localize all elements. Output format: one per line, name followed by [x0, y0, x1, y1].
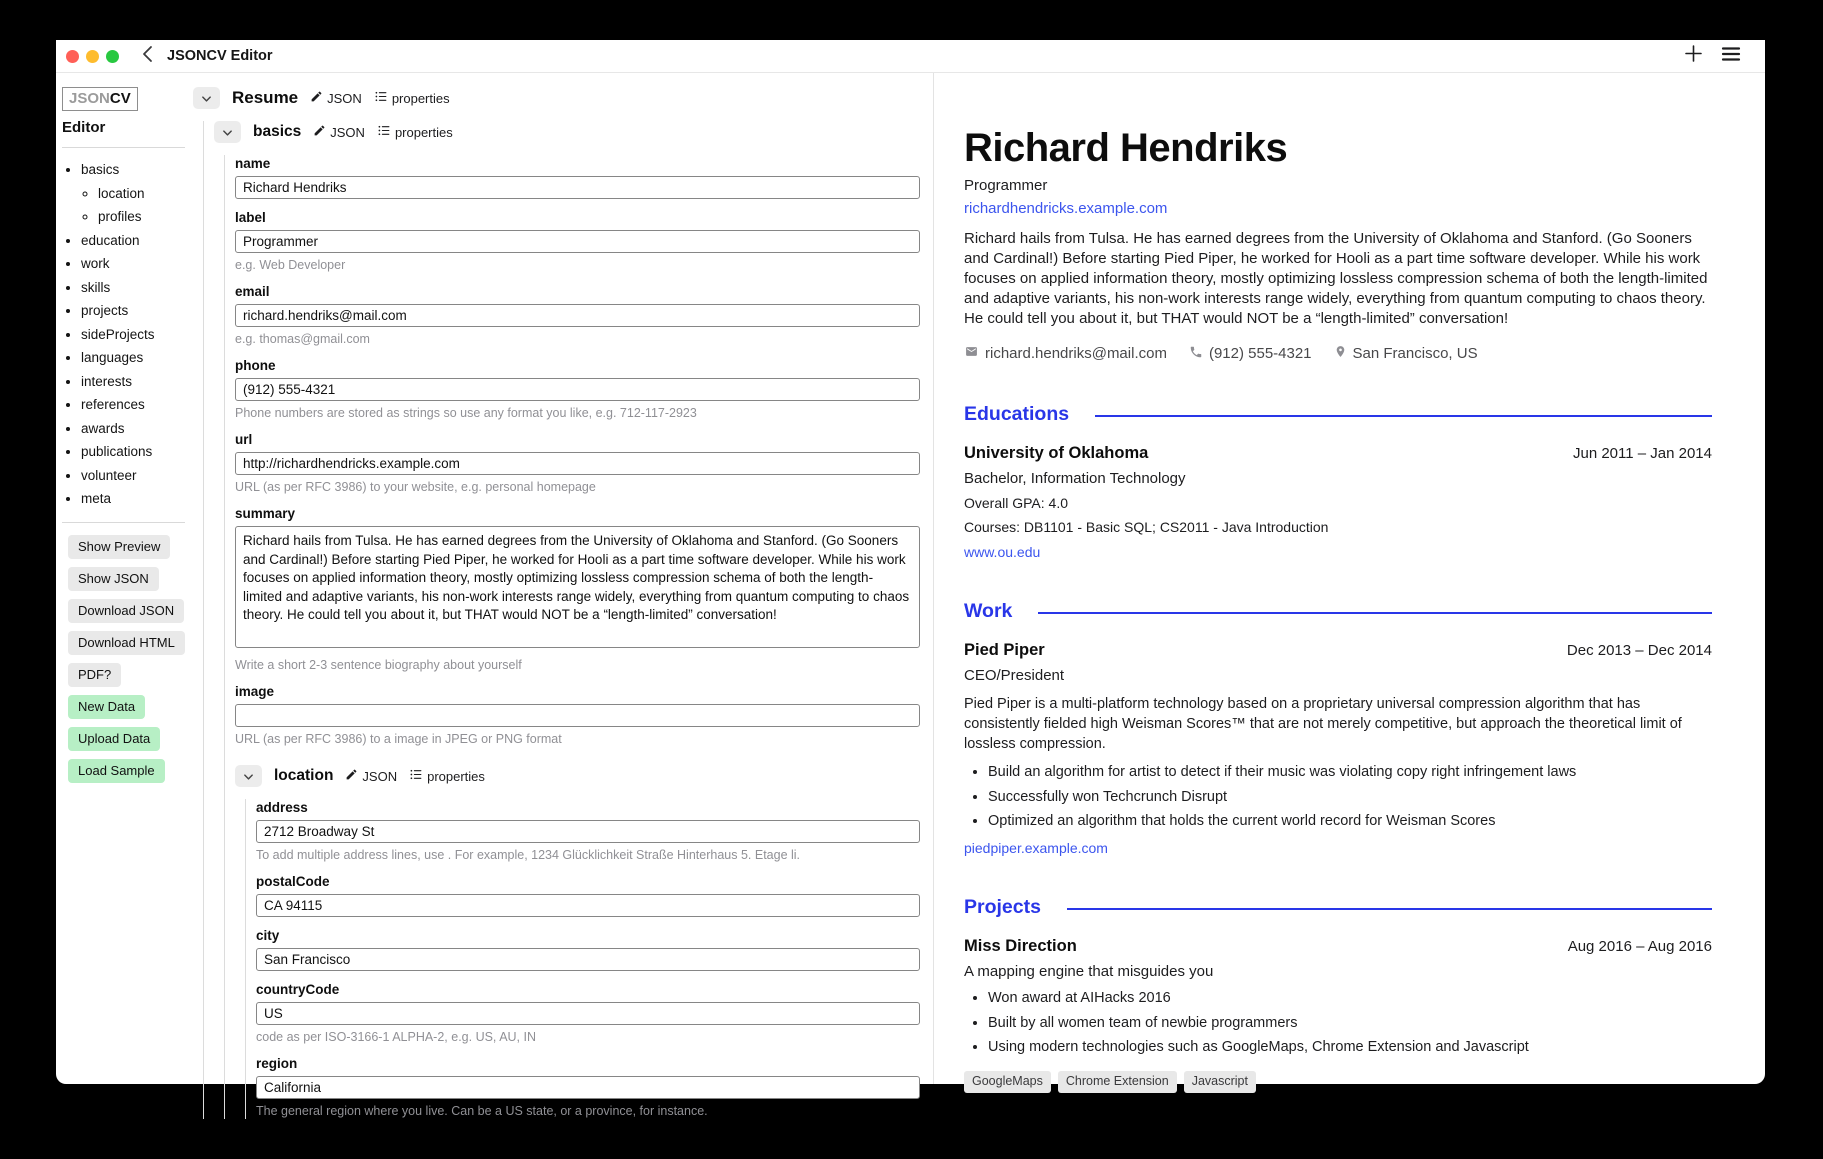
load-sample-button[interactable]: Load Sample — [68, 759, 165, 783]
field-address-label: address — [256, 800, 308, 815]
show-preview-button[interactable]: Show Preview — [68, 535, 170, 559]
project-tags — [964, 1071, 1712, 1093]
education-section-title: Educations — [964, 403, 1070, 425]
education-date: Jun 2011 – Jan 2014 — [1572, 445, 1712, 462]
label-hint: e.g. Web Developer — [235, 258, 346, 272]
field-city-label: city — [256, 928, 280, 943]
label-input[interactable] — [235, 230, 920, 253]
basics-section-header — [214, 121, 920, 143]
education-courses: Courses: DB1101 - Basic SQL; CS2011 - Java Introduction — [964, 519, 1329, 535]
work-highlights — [964, 763, 1712, 831]
url-hint: URL (as per RFC 3986) to your website, e.g. personal homepage — [235, 480, 596, 494]
field-phone — [235, 357, 920, 421]
basics-children — [224, 155, 920, 1119]
education-degree: Bachelor, Information Technology — [964, 470, 1186, 487]
sidebar-item-languages[interactable]: • languages — [81, 346, 193, 370]
preview-name: Richard Hendriks — [964, 126, 1288, 170]
preview-projects-section — [964, 896, 1712, 1093]
education-section-head — [964, 403, 1712, 426]
education-entry-head — [964, 444, 1712, 463]
projects-section-head — [964, 896, 1712, 919]
pencil-icon — [313, 124, 326, 140]
sidebar-item-publications[interactable]: • publications — [81, 440, 193, 464]
resume-children — [203, 121, 920, 1119]
sidebar-subnav-basics — [81, 182, 193, 229]
preview-label: Programmer — [964, 177, 1048, 194]
field-phone-label: phone — [235, 358, 276, 373]
projects-section-rule — [1067, 908, 1712, 911]
list-icon — [409, 768, 423, 784]
field-postalcode — [256, 873, 920, 917]
resume-collapse-button[interactable] — [193, 87, 220, 109]
location-collapse-button[interactable] — [235, 765, 262, 787]
field-summary-label: summary — [235, 506, 296, 521]
back-button[interactable] — [135, 44, 159, 68]
preview-education-section — [964, 403, 1712, 560]
field-city — [256, 927, 920, 971]
work-section-rule — [1038, 612, 1712, 615]
address-input[interactable] — [256, 820, 920, 843]
field-address — [256, 799, 920, 863]
region-input[interactable] — [256, 1076, 920, 1099]
field-countrycode-label: countryCode — [256, 982, 340, 997]
summary-textarea[interactable] — [235, 526, 920, 648]
work-section-head — [964, 600, 1712, 623]
project-tag: Chrome Extension — [1058, 1071, 1177, 1093]
basics-json-link[interactable]: JSON — [313, 124, 365, 140]
field-name-label: name — [235, 156, 271, 171]
logo-json-text: JSON — [69, 90, 110, 107]
location-json-link[interactable]: JSON — [345, 768, 397, 784]
sidebar-item-interests[interactable]: • interests — [81, 370, 193, 394]
jsoncv-logo — [62, 87, 138, 111]
field-region — [256, 1055, 920, 1119]
field-label-label: label — [235, 210, 266, 225]
hamburger-icon — [1722, 47, 1740, 66]
show-json-button[interactable]: Show JSON — [68, 567, 159, 591]
education-section-rule — [1095, 415, 1712, 418]
field-image-label: image — [235, 684, 275, 699]
download-json-button[interactable]: Download JSON — [68, 599, 184, 623]
region-hint: The general region where you live. Can be a US state, or a province, for instance. — [256, 1104, 708, 1118]
education-link[interactable]: www.ou.edu — [964, 544, 1041, 560]
preview-work-section — [964, 600, 1712, 856]
resume-section-title: Resume — [232, 88, 299, 107]
field-postalcode-label: postalCode — [256, 874, 330, 889]
sidebar-item-references[interactable]: • references — [81, 393, 193, 417]
sidebar-item-skills[interactable]: • skills — [81, 276, 193, 300]
basics-collapse-button[interactable] — [214, 121, 241, 143]
sidebar-item-education[interactable]: • education — [81, 229, 193, 253]
countrycode-input[interactable] — [256, 1002, 920, 1025]
sidebar-item-sideprojects[interactable]: • sideProjects — [81, 323, 193, 347]
pencil-icon — [345, 768, 358, 784]
resume-section-header — [193, 87, 920, 109]
project-date: Aug 2016 – Aug 2016 — [1567, 938, 1712, 955]
location-section-header — [235, 765, 920, 787]
work-company: Pied Piper — [964, 641, 1045, 659]
url-input[interactable] — [235, 452, 920, 475]
field-url — [235, 431, 920, 495]
work-position: CEO/President — [964, 667, 1065, 684]
work-section-title: Work — [964, 600, 1013, 622]
new-data-button[interactable]: New Data — [68, 695, 145, 719]
field-summary — [235, 505, 920, 673]
sidebar-item-projects[interactable]: • projects — [81, 299, 193, 323]
chevron-left-icon — [142, 45, 153, 68]
preview-contact-phone: (912) 555-4321 — [1189, 345, 1312, 363]
education-gpa: Overall GPA: 4.0 — [964, 495, 1069, 511]
project-name: Miss Direction — [964, 937, 1077, 955]
field-image — [235, 683, 920, 747]
preview-contact-location: San Francisco, US — [1334, 344, 1478, 363]
menu-button[interactable] — [1717, 43, 1745, 69]
preview-contact-email: richard.hendriks@mail.com — [964, 345, 1167, 362]
field-email — [235, 283, 920, 347]
work-highlight: • Build an algorithm for artist to detect if their music was violating copy right infringement laws — [988, 763, 1712, 782]
resume-json-link[interactable]: JSON — [310, 90, 362, 106]
education-institution: University of Oklahoma — [964, 444, 1149, 462]
sidebar-item-awards[interactable]: • awards — [81, 417, 193, 441]
project-highlights — [964, 989, 1712, 1057]
phone-input[interactable] — [235, 378, 920, 401]
field-email-label: email — [235, 284, 270, 299]
project-description: A mapping engine that misguides you — [964, 963, 1214, 980]
sidebar[interactable] — [56, 73, 193, 1084]
work-summary: Pied Piper is a multi-platform technology based on a proprietary universal compression algorithm that has consistently fielded high Weisman Scores™ that are not merely competitive, but approach the theoretical limit of lossless compression. — [964, 696, 1682, 752]
work-link[interactable]: piedpiper.example.com — [964, 840, 1108, 856]
close-button[interactable] — [66, 50, 79, 63]
project-highlight: • Won award at AIHacks 2016 — [988, 989, 1712, 1008]
email-hint: e.g. thomas@gmail.com — [235, 332, 370, 346]
sidebar-actions — [62, 535, 193, 783]
pencil-icon — [310, 90, 323, 106]
basics-section-title: basics — [253, 123, 302, 140]
map-pin-icon — [1334, 344, 1347, 363]
summary-hint: Write a short 2-3 sentence biography about yourself — [235, 658, 522, 672]
projects-section-title: Projects — [964, 896, 1041, 918]
main-area — [56, 73, 1765, 1118]
window-title: JSONCV Editor — [167, 48, 273, 64]
traffic-lights — [66, 50, 119, 63]
project-highlight: • Built by all women team of newbie programmers — [988, 1014, 1712, 1033]
field-name — [235, 155, 920, 199]
upload-data-button[interactable]: Upload Data — [68, 727, 160, 751]
sidebar-item-basics[interactable]: • basics ◦ location ◦ profiles — [81, 158, 193, 229]
location-section-title: location — [274, 767, 334, 784]
plus-icon — [1685, 45, 1702, 67]
field-url-label: url — [235, 432, 253, 447]
sidebar-item-meta[interactable]: • meta — [81, 487, 193, 511]
sidebar-item-volunteer[interactable]: • volunteer — [81, 464, 193, 488]
email-input[interactable] — [235, 304, 920, 327]
work-highlight: • Successfully won Techcrunch Disrupt — [988, 788, 1712, 807]
editor-pane[interactable] — [193, 73, 933, 1118]
new-tab-button[interactable] — [1679, 43, 1707, 69]
location-children — [245, 799, 920, 1119]
sidebar-divider-bottom — [62, 522, 185, 523]
work-entry-head — [964, 641, 1712, 660]
work-date: Dec 2013 – Dec 2014 — [1566, 642, 1712, 659]
phone-hint: Phone numbers are stored as strings so use any format you like, e.g. 712-117-2923 — [235, 406, 697, 420]
city-input[interactable] — [256, 948, 920, 971]
sidebar-item-work[interactable]: • work — [81, 252, 193, 276]
project-highlight: • Using modern technologies such as GoogleMaps, Chrome Extension and Javascript — [988, 1038, 1712, 1057]
image-input[interactable] — [235, 704, 920, 727]
sidebar-divider-top — [62, 147, 185, 148]
zoom-button[interactable] — [106, 50, 119, 63]
resume-properties-link[interactable]: properties — [374, 90, 450, 106]
minimize-button[interactable] — [86, 50, 99, 63]
preview-summary: Richard hails from Tulsa. He has earned degrees from the University of Oklahoma and Stanford. (Go Sooners and Cardinal!) Before starting Pied Piper, he worked for Hooli as a part time software developer. While his work focuses on applied information theory, mostly optimizing lossless compression schema of both the length-limited and adaptive variants, his non-work interests range widely, everything from quantum computing to chaos theory. He could tell you about it, but THAT would NOT be a “length-limited” conversation! — [964, 230, 1708, 327]
field-countrycode — [256, 981, 920, 1045]
countrycode-hint: code as per ISO-3166-1 ALPHA-2, e.g. US, AU, IN — [256, 1030, 536, 1044]
preview-contact-row — [964, 344, 1712, 363]
field-region-label: region — [256, 1056, 298, 1071]
titlebar — [56, 40, 1765, 73]
work-highlight: • Optimized an algorithm that holds the current world record for Weisman Scores — [988, 812, 1712, 831]
list-icon — [377, 124, 391, 140]
project-entry-head — [964, 937, 1712, 956]
sidebar-subtitle: Editor — [62, 119, 106, 136]
sidebar-nav — [62, 158, 193, 511]
preview-website-link[interactable]: richardhendricks.example.com — [964, 200, 1168, 217]
app-window — [56, 40, 1765, 1118]
project-tag: Javascript — [1184, 1071, 1256, 1093]
chevron-down-icon — [201, 91, 212, 106]
preview-pane[interactable] — [933, 73, 1765, 1088]
download-html-button[interactable]: Download HTML — [68, 631, 185, 655]
sidebar-item-location[interactable]: ◦ location — [98, 182, 193, 206]
envelope-icon — [964, 345, 979, 362]
basics-properties-link[interactable]: properties — [377, 124, 453, 140]
project-tag: GoogleMaps — [964, 1071, 1051, 1093]
field-label — [235, 209, 920, 273]
list-icon — [374, 90, 388, 106]
name-input[interactable] — [235, 176, 920, 199]
pdf-button[interactable]: PDF? — [68, 663, 121, 687]
phone-icon — [1189, 345, 1203, 363]
chevron-down-icon — [243, 769, 254, 784]
logo-cv-text: CV — [109, 90, 131, 107]
address-hint: To add multiple address lines, use . For example, 1234 Glücklichkeit Straße Hinterhaus 5. Etage li. — [256, 848, 801, 862]
postalcode-input[interactable] — [256, 894, 920, 917]
sidebar-item-profiles[interactable]: ◦ profiles — [98, 205, 193, 229]
image-hint: URL (as per RFC 3986) to a image in JPEG or PNG format — [235, 732, 562, 746]
location-properties-link[interactable]: properties — [409, 768, 485, 784]
chevron-down-icon — [222, 125, 233, 140]
